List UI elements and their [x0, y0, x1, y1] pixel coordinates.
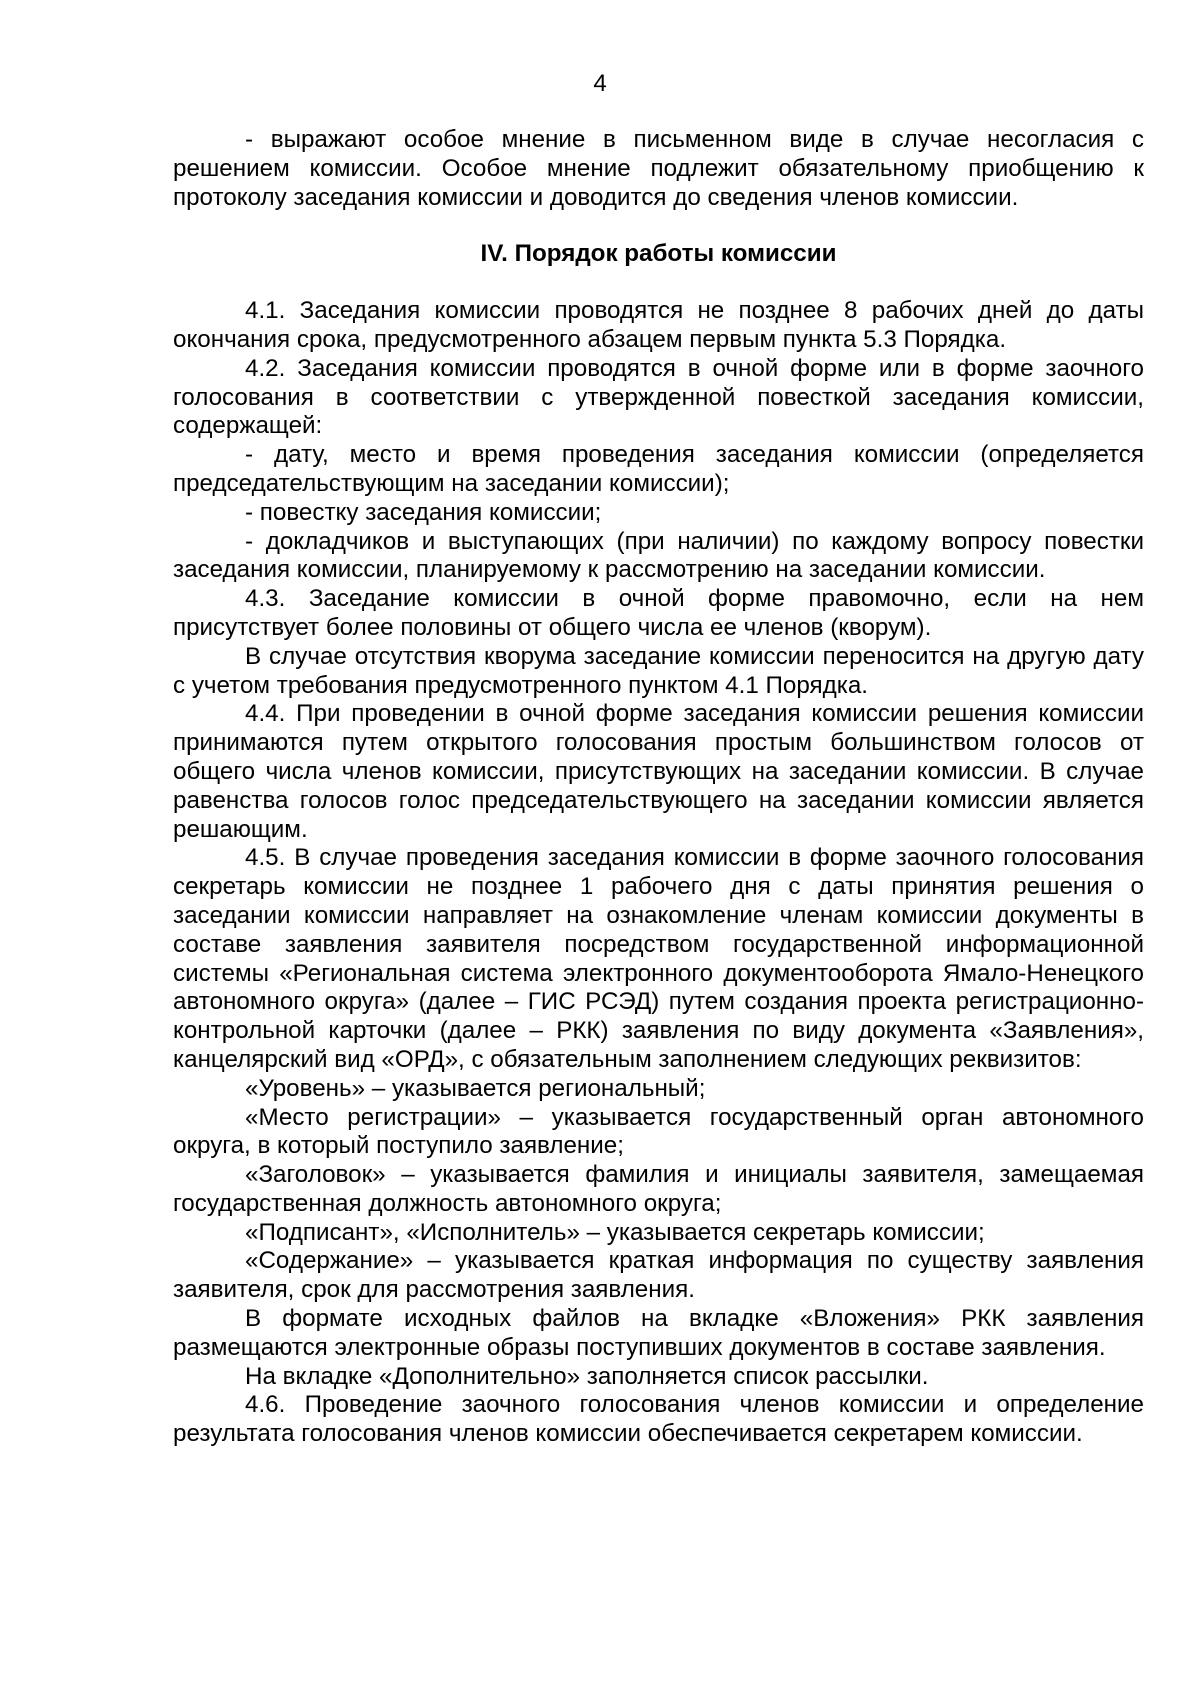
paragraph-additional-tab: На вкладке «Дополнительно» заполняется список рассылки.	[245, 1362, 929, 1390]
requisite-heading: «Заголовок» – указывается фамилия и инициалы заявителя, замещаемая государственная должность автономного округа;	[173, 1161, 1144, 1217]
paragraph-4-2: 4.2. Заседания комиссии проводятся в очной форме или в форме заочного голосования в соответствии с утвержденной повесткой заседания комиссии, содержащей:	[173, 354, 1144, 440]
page-number: 4	[593, 70, 607, 97]
list-item-speakers: - докладчиков и выступающих (при наличии) по каждому вопросу повестки заседания комиссии, планируемому к рассмотрению на заседании комиссии.	[173, 527, 1144, 584]
list-item-date-place-time: - дату, место и время проведения заседания комиссии (определяется председательствующим на заседании комиссии);	[173, 441, 1144, 497]
document-body	[173, 126, 1144, 1449]
list-item-agenda: - повестку заседания комиссии;	[245, 498, 602, 526]
paragraph-attachments-tab: В формате исходных файлов на вкладке «Вложения» РКК заявления размещаются электронные образы поступивших документов в составе заявления.	[173, 1305, 1144, 1361]
paragraph-4-6: 4.6. Проведение заочного голосования членов комиссии и определение результата голосования членов комиссии обеспечивается секретарем комиссии.	[173, 1391, 1144, 1448]
section-title: IV. Порядок работы комиссии	[480, 240, 837, 268]
paragraph-4-1: 4.1. Заседания комиссии проводятся не позднее 8 рабочих дней до даты окончания срока, предусмотренного абзацем первым пункта 5.3 Порядка.	[173, 297, 1144, 353]
paragraph-4-5: 4.5. В случае проведения заседания комиссии в форме заочного голосования секретарь комиссии не позднее 1 рабочего дня с даты принятия решения о заседании комиссии направляет на ознакомление членам комиссии документы в составе заявления заявителя посредством государственной информационной системы «Региональная система электронного документооборота Ямало-Ненецкого автономного округа» (далее – ГИС РСЭД) путем создания проекта регистрационно-контрольной карточки (далее – РКК) заявления по виду документа «Заявления», канцелярский вид «ОРД», с обязательным заполнением следующих реквизитов:	[173, 844, 1144, 1073]
intro-paragraph: - выражают особое мнение в письменном виде в случае несогласия с решением комиссии. Особое мнение подлежит обязательному приобщению к протоколу заседания комиссии и доводится до сведения членов комиссии.	[173, 126, 1144, 211]
requisite-registration-place: «Место регистрации» – указывается государственный орган автономного округа, в который поступило заявление;	[173, 1103, 1144, 1160]
paragraph-4-3: 4.3. Заседание комиссии в очной форме правомочно, если на нем присутствует более половины от общего числа ее членов (кворум).	[173, 585, 1144, 641]
requisite-signatory-executor: «Подписант», «Исполнитель» – указывается секретарь комиссии;	[245, 1218, 985, 1246]
paragraph-4-4: 4.4. При проведении в очной форме заседания комиссии решения комиссии принимаются путем открытого голосования простым большинством голосов от общего числа членов комиссии, присутствующих на заседании комиссии. В случае равенства голосов голос председательствующего на заседании комиссии является решающим.	[173, 700, 1144, 843]
requisite-level: «Уровень» – указывается региональный;	[245, 1074, 706, 1102]
requisite-content: «Содержание» – указывается краткая информация по существу заявления заявителя, срок для рассмотрения заявления.	[173, 1247, 1144, 1304]
paragraph-quorum-absence: В случае отсутствия кворума заседание комиссии переносится на другую дату с учетом требования предусмотренного пунктом 4.1 Порядка.	[173, 642, 1144, 699]
